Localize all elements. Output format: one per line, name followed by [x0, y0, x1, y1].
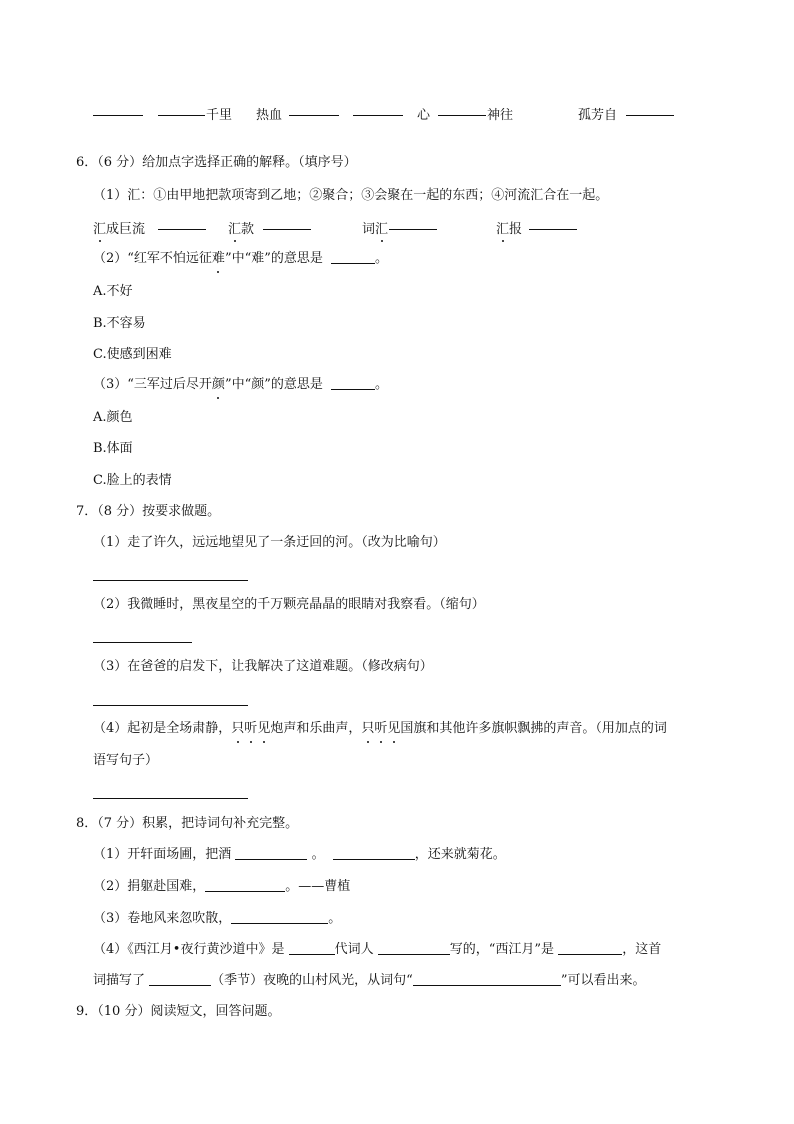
- text: ”中“难”的意思是: [224, 251, 323, 266]
- word-item: 词汇: [362, 218, 388, 237]
- blank[interactable]: [378, 941, 450, 955]
- answer-line[interactable]: [93, 580, 248, 581]
- option: C.脸上的表情: [93, 473, 172, 488]
- blank[interactable]: [263, 216, 311, 230]
- dotted-char: 难: [211, 251, 225, 266]
- question-heading: 6．（6 分）给加点字选择正确的解释。（填序号）: [76, 155, 357, 170]
- word-xin: 心: [417, 108, 431, 123]
- text: 。: [375, 251, 389, 266]
- blank[interactable]: [558, 941, 622, 955]
- dotted-word: 只听见: [231, 721, 271, 736]
- text: （4）《西江月•夜行黄沙道中》是: [93, 942, 285, 957]
- answer-line[interactable]: [93, 642, 192, 643]
- text: ，还来就菊花。: [414, 847, 506, 862]
- text: ”可以看出来。: [560, 973, 646, 988]
- word-item: 汇款: [228, 218, 254, 237]
- option: B.体面: [93, 441, 133, 456]
- blank[interactable]: [289, 941, 335, 955]
- blank[interactable]: [235, 846, 307, 860]
- dotted-word: 只听见: [361, 721, 401, 736]
- word-gufangzi: 孤芳自: [578, 108, 618, 123]
- blank[interactable]: [333, 846, 415, 860]
- blank[interactable]: [289, 102, 339, 116]
- blank[interactable]: [413, 972, 561, 986]
- sub-question: [93, 376, 388, 394]
- text: 炮声和乐曲声，: [270, 721, 362, 736]
- answer-line[interactable]: [93, 705, 248, 706]
- sub-question: [93, 720, 667, 738]
- text: ，这首: [622, 942, 662, 957]
- blank[interactable]: [438, 102, 486, 116]
- sub-question: [93, 250, 388, 268]
- option: A.不好: [93, 284, 133, 299]
- dotted-char: 颜: [211, 377, 225, 392]
- word-rexue: 热血: [256, 108, 283, 123]
- poem-line: [93, 941, 661, 959]
- text: 写的，“西江月”是: [449, 942, 555, 957]
- text: 词描写了: [93, 973, 146, 988]
- word-qianli: 千里: [206, 108, 233, 123]
- text: 。——曹植: [285, 879, 351, 894]
- option: A.颜色: [93, 410, 133, 425]
- text: （4）起初是全场肃静，: [93, 721, 232, 736]
- answer-line[interactable]: [93, 798, 248, 799]
- blank[interactable]: [158, 102, 205, 116]
- option: C.使感到困难: [93, 347, 172, 362]
- option: B.不容易: [93, 316, 146, 331]
- text: （2）“红军不怕远征: [93, 251, 212, 266]
- word-item: 汇报: [496, 218, 522, 237]
- blank[interactable]: [93, 102, 143, 116]
- blank[interactable]: [149, 972, 211, 986]
- blank[interactable]: [389, 216, 437, 230]
- question-heading: 7．（8 分）按要求做题。: [76, 504, 221, 519]
- text: （3）“三军过后尽开: [93, 377, 212, 392]
- text: （3）卷地风来忽吹散，: [93, 911, 232, 926]
- blank[interactable]: [529, 216, 577, 230]
- question-text: （1）汇：①由甲地把款项寄到乙地；②聚合；③会聚在一起的东西；④河流汇合在一起。: [93, 188, 609, 203]
- text: 代词人: [334, 942, 374, 957]
- poem-line: [93, 878, 350, 896]
- text: 国旗和其他许多旗帜飘拂的声音。（用加点的词: [400, 721, 667, 736]
- poem-line: [93, 846, 506, 864]
- sub-question: （2）我微睡时，黑夜星空的千万颗亮晶晶的眼睛对我察看。（缩句）: [93, 597, 485, 612]
- text: ”中“颜”的意思是: [224, 377, 323, 392]
- blank[interactable]: [353, 102, 403, 116]
- text: 。: [328, 911, 342, 926]
- text: （季节）夜晚的山村风光，从词句“: [211, 973, 413, 988]
- blank[interactable]: [626, 102, 674, 116]
- blank[interactable]: [231, 910, 328, 924]
- blank[interactable]: [331, 376, 375, 390]
- text: 。: [311, 847, 325, 862]
- sub-question-continued: 语写句子）: [93, 753, 159, 768]
- text: 。: [375, 377, 389, 392]
- word-shenwang: 神往: [487, 108, 514, 123]
- poem-line: [93, 910, 341, 928]
- word-item: 汇成巨流: [93, 218, 145, 237]
- blank[interactable]: [331, 250, 375, 264]
- text: （1）开轩面场圃，把酒: [93, 847, 232, 862]
- question-heading: 9．（10 分）阅读短文，回答问题。: [76, 1004, 281, 1019]
- blank[interactable]: [205, 878, 285, 892]
- sub-question: （1）走了许久，远远地望见了一条迂回的河。（改为比喻句）: [93, 535, 446, 550]
- question-heading: 8．（7 分）积累，把诗词句补充完整。: [76, 816, 299, 831]
- text: （2）捐躯赴国难，: [93, 879, 206, 894]
- sub-question: （3）在爸爸的启发下，让我解决了这道难题。（修改病句）: [93, 659, 433, 674]
- poem-line: [93, 972, 645, 990]
- blank[interactable]: [158, 216, 206, 230]
